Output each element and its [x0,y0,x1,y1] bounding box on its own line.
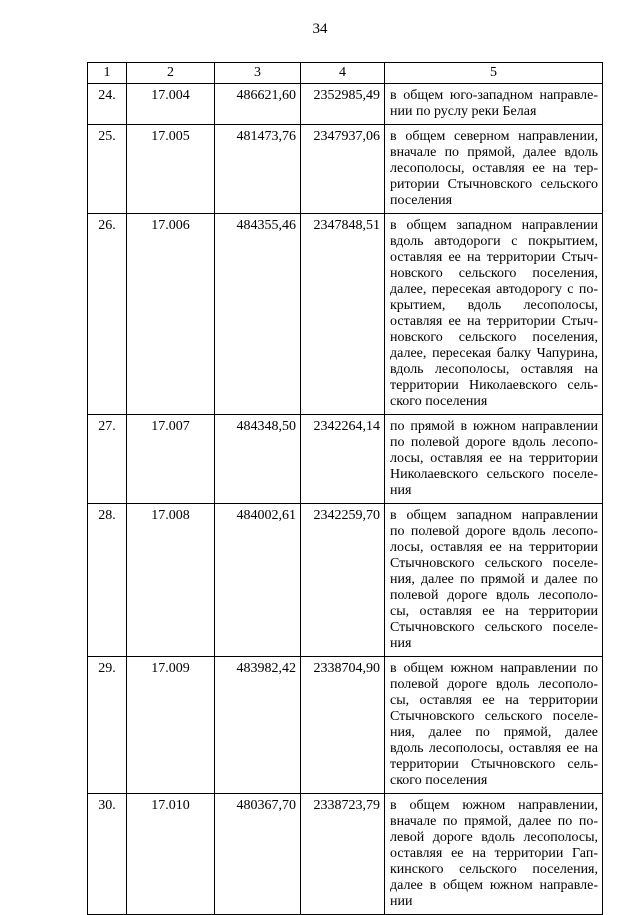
x-coordinate-cell: 484355,46 [215,214,301,415]
description-line: ритории Стычновского сельского [390,177,598,192]
table-row [88,84,603,125]
point-code-cell: 17.004 [127,84,215,125]
description-line: Стычновского сельского поселе- [390,556,598,571]
description-line: в общем западном направлении [390,508,598,523]
y-coordinate-cell: 2347937,06 [301,125,385,214]
description-line: вдоль лесополосы, оставляя на [390,362,598,377]
row-number-cell: 27. [88,415,127,504]
description-line: нии [390,894,413,909]
column-header: 5 [385,63,603,84]
row-number-cell: 24. [88,84,127,125]
description-line: оставляя ее на территории Стыч- [390,250,598,265]
description-line: сы, оставляя ее на территории [390,604,598,619]
description-line: вначале по прямой, далее по по- [390,814,598,829]
description-line: ния [390,483,412,498]
description-line: по полевой дороге вдоль лесопо- [390,435,598,450]
description-line: лесополосы, оставляя ее на тер- [390,161,598,176]
x-coordinate-cell: 484002,61 [215,504,301,657]
y-coordinate-cell: 2342264,14 [301,415,385,504]
description-line: в общем южном направлении, [390,798,598,813]
description-line: по полевой дороге вдоль лесопо- [390,524,598,539]
column-header: 2 [127,63,215,84]
y-coordinate-cell: 2338723,79 [301,794,385,915]
table-row [88,415,603,504]
description-line: ния, далее по прямой и далее по [390,572,598,587]
description-line: вдоль автодороги с покрытием, [390,234,598,249]
description-line: ния, далее по прямой, далее [390,725,598,740]
table-row [88,657,603,794]
description-line: крытием, вдоль лесополосы, [390,298,598,313]
y-coordinate-cell: 2347848,51 [301,214,385,415]
point-code-cell: 17.009 [127,657,215,794]
column-header: 4 [301,63,385,84]
row-number-cell: 25. [88,125,127,214]
description-line: далее, пересекая автодорогу с по- [390,282,598,297]
description-line: нии по руслу реки Белая [390,104,537,119]
point-code-cell: 17.007 [127,415,215,504]
description-cell [385,657,603,794]
page-number: 34 [312,21,328,37]
y-coordinate-cell: 2352985,49 [301,84,385,125]
description-cell [385,214,603,415]
x-coordinate-cell: 481473,76 [215,125,301,214]
table-header-row [88,63,603,84]
column-header: 3 [215,63,301,84]
table-row [88,504,603,657]
description-line: в общем западном направлении [390,218,598,233]
x-coordinate-cell: 480367,70 [215,794,301,915]
row-number-cell: 26. [88,214,127,415]
description-line: полевой дороге вдоль лесополо- [390,588,598,603]
description-line: сы, оставляя ее на территории [390,693,598,708]
description-cell [385,504,603,657]
x-coordinate-cell: 486621,60 [215,84,301,125]
description-line: лосы, оставляя ее на территории [390,540,598,555]
point-code-cell: 17.010 [127,794,215,915]
description-line: по прямой в южном направлении [390,419,598,434]
table-row [88,125,603,214]
description-line: в общем юго-западном направле- [390,88,598,103]
row-number-cell: 29. [88,657,127,794]
description-line: в общем северном направлении, [390,129,598,144]
point-code-cell: 17.005 [127,125,215,214]
description-line: ского поселения [390,773,488,788]
description-line: Стычновского сельского поселе- [390,620,598,635]
table-row [88,214,603,415]
description-line: вдоль лесополосы, оставляя ее на [390,741,598,756]
description-line: далее, пересекая балку Чапурина, [390,346,598,361]
description-cell [385,125,603,214]
description-line: полевой дороге вдоль лесополо- [390,677,598,692]
row-number-cell: 28. [88,504,127,657]
description-cell [385,794,603,915]
description-line: Стычновского сельского поселе- [390,709,598,724]
description-line: вначале по прямой, далее вдоль [390,145,598,160]
x-coordinate-cell: 483982,42 [215,657,301,794]
point-code-cell: 17.006 [127,214,215,415]
description-line: новского сельского поселения, [390,266,598,281]
description-line: Николаевского сельского поселе- [390,467,598,482]
description-line: новского сельского поселения, [390,330,598,345]
table-row [88,794,603,915]
description-line: далее в общем южном направле- [390,878,598,893]
description-line: кинского сельского поселения, [390,862,598,877]
description-line: ния [390,636,412,651]
description-cell [385,84,603,125]
description-line: оставляя ее на территории Гап- [390,846,598,861]
description-line: поселения [390,193,453,208]
x-coordinate-cell: 484348,50 [215,415,301,504]
description-line: ского поселения [390,394,488,409]
description-line: в общем южном направлении по [390,661,598,676]
description-line: лосы, оставляя ее на территории [390,451,598,466]
description-cell [385,415,603,504]
description-line: левой дороге вдоль лесополосы, [390,830,598,845]
point-code-cell: 17.008 [127,504,215,657]
description-line: территории Стычновского сель- [390,757,598,772]
y-coordinate-cell: 2342259,70 [301,504,385,657]
column-header: 1 [88,63,127,84]
y-coordinate-cell: 2338704,90 [301,657,385,794]
row-number-cell: 30. [88,794,127,915]
description-line: территории Николаевского сель- [390,378,598,393]
boundary-table [87,62,603,915]
description-line: оставляя ее на территории Стыч- [390,314,598,329]
